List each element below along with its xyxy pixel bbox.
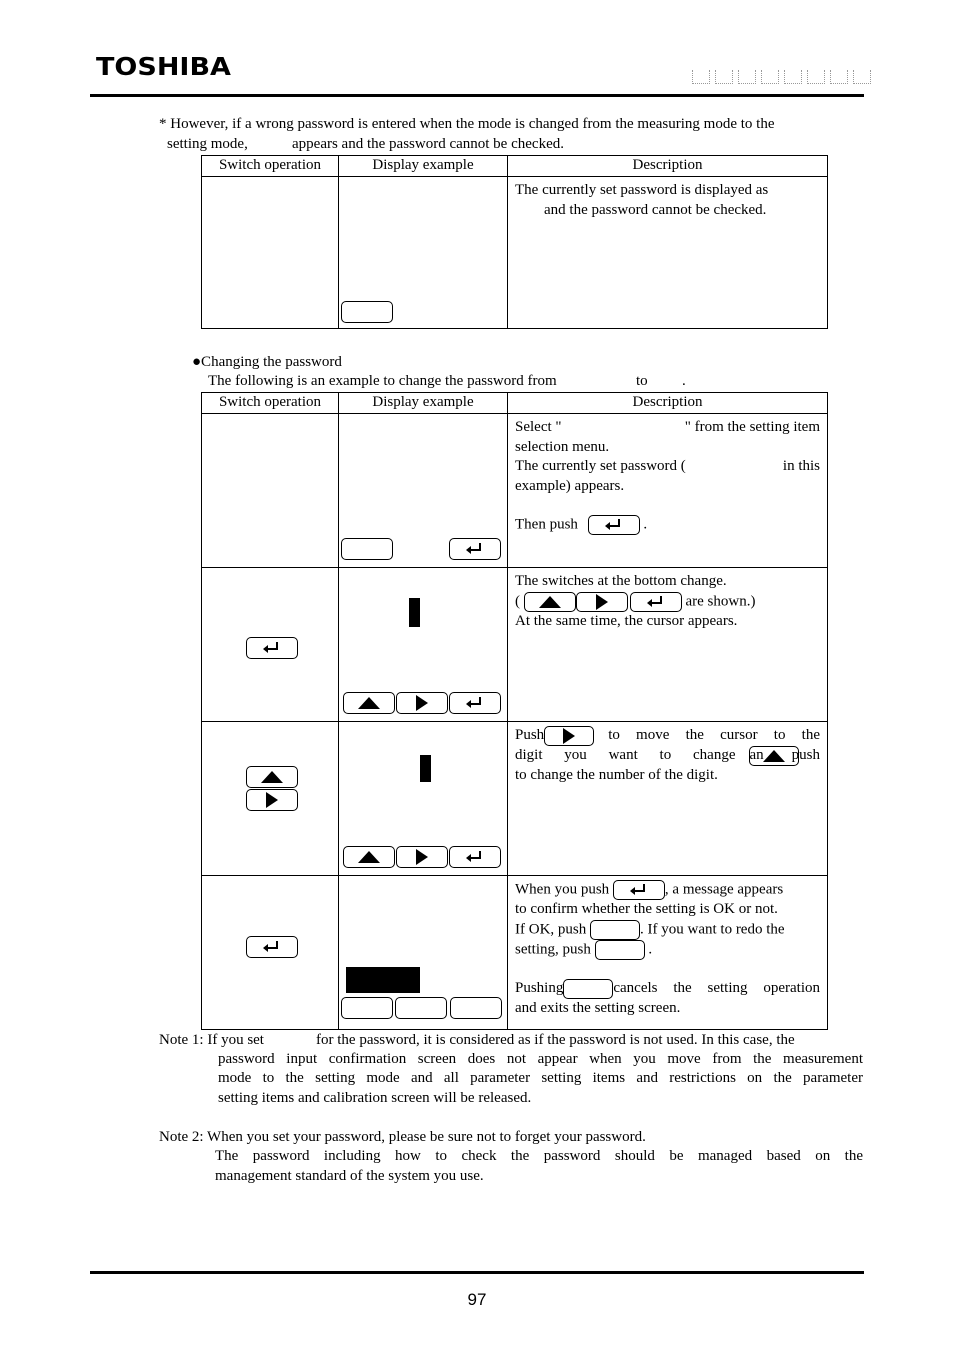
desc-line: The switches at the bottom change.: [515, 573, 727, 589]
display-cell-row3: [339, 722, 508, 876]
enter-button-inline: [630, 592, 682, 612]
desc-line: to confirm whether the setting is OK or not.: [515, 901, 778, 917]
desc-line: At the same time, the cursor appears.: [515, 612, 738, 629]
desc-line: (: [515, 592, 520, 609]
enter-button[interactable]: [449, 538, 501, 560]
highlighted-message: [346, 967, 420, 993]
enter-icon: [464, 850, 486, 864]
right-button[interactable]: [396, 846, 448, 868]
description-cell-row1: [508, 414, 828, 568]
switch-cell-row1: [202, 414, 339, 568]
toshiba-logo: TOSHIBA: [96, 52, 231, 81]
up-arrow-icon: [260, 770, 284, 784]
up-button-inline: [524, 592, 576, 612]
switch-cell-row3: [202, 722, 339, 876]
redo-soft-key[interactable]: [395, 997, 447, 1019]
enter-icon: [603, 518, 625, 532]
enter-button-inline: [613, 880, 665, 900]
changing-subline: The following is an example to change the password from: [208, 373, 557, 389]
col-display-example: Display example: [339, 393, 508, 414]
note2-line1: Note 2: When you set your password, please be sure not to forget your password.: [159, 1129, 646, 1145]
right-button-inline: [576, 592, 628, 612]
desc-line: and exits the setting screen.: [515, 999, 681, 1016]
desc-line: digit you want to change: [515, 747, 736, 763]
desc-line: . If you want to redo the: [640, 920, 785, 937]
col-description: Description: [508, 393, 828, 414]
enter-button[interactable]: [449, 846, 501, 868]
display-soft-key: [341, 301, 393, 323]
col-switch-operation: Switch operation: [202, 156, 339, 177]
right-arrow-icon: [265, 792, 279, 808]
cursor-block: [409, 598, 420, 627]
right-button[interactable]: [246, 789, 298, 811]
desc-line: The currently set password is displayed as: [515, 182, 769, 198]
right-arrow-icon: [562, 728, 576, 744]
switch-cell: [202, 177, 339, 329]
desc-line: cancels the setting operation: [613, 979, 820, 996]
up-button[interactable]: [246, 766, 298, 788]
right-button-inline: [544, 726, 594, 746]
enter-icon: [645, 595, 667, 609]
desc-line: Push: [515, 727, 545, 744]
change-password-table: [201, 392, 828, 1030]
enter-icon: [628, 883, 650, 897]
up-button[interactable]: [343, 846, 395, 868]
description-cell: [508, 177, 828, 329]
desc-line: , a message appears: [664, 881, 784, 898]
up-arrow-icon: [357, 850, 381, 864]
note1-line3: mode to the setting mode and all parameter setting items and restrictions on the parameter: [218, 1070, 863, 1086]
page-number: 97: [467, 1290, 487, 1309]
redo-key-inline: [595, 940, 645, 960]
switch-cell-row2: [202, 568, 339, 722]
right-arrow-icon: [595, 594, 609, 610]
note2-line3: management standard of the system you use.: [215, 1168, 484, 1184]
note1-line1b: for the password, it is considered as if the password is not used. In this case, the: [316, 1032, 795, 1048]
wrong-password-table: [201, 155, 828, 329]
up-arrow-icon: [357, 696, 381, 710]
enter-icon: [261, 641, 283, 655]
right-arrow-icon: [415, 849, 429, 865]
desc-line: .: [643, 516, 648, 533]
note1-line1a: Note 1: If you set: [159, 1032, 264, 1048]
switch-cell-row4: [202, 876, 339, 1030]
desc-line: setting, push: [515, 940, 591, 957]
enter-button[interactable]: [246, 637, 298, 659]
ok-soft-key[interactable]: [341, 997, 393, 1019]
right-arrow-icon: [415, 695, 429, 711]
desc-line: to change the number of the digit.: [515, 766, 718, 783]
display-cell-row1: [339, 414, 508, 568]
desc-line: selection menu.: [515, 438, 610, 455]
right-button[interactable]: [396, 692, 448, 714]
desc-line: When you push: [515, 881, 610, 898]
enter-button[interactable]: [449, 692, 501, 714]
enter-button-inline: [588, 515, 640, 535]
display-cell: [339, 177, 508, 329]
note1-line4: setting items and calibration screen will be released.: [218, 1090, 532, 1106]
up-arrow-icon: [538, 595, 562, 609]
intro-line-2: setting mode,: [167, 136, 248, 152]
desc-line: Pushing: [515, 979, 564, 996]
up-arrow-icon: [762, 749, 786, 763]
col-display-example: Display example: [339, 156, 508, 177]
enter-icon: [261, 940, 283, 954]
desc-line: Select ": [515, 419, 562, 435]
description-cell-row2: [508, 568, 828, 722]
cursor-block: [420, 755, 431, 782]
desc-line: and the password cannot be checked.: [544, 201, 767, 218]
changing-to: to: [636, 373, 648, 389]
enter-icon: [464, 542, 486, 556]
document-number-boxes: [692, 70, 876, 84]
col-switch-operation: Switch operation: [202, 393, 339, 414]
desc-line: in this: [782, 458, 820, 474]
desc-line: example) appears.: [515, 477, 625, 494]
intro-line-1: * However, if a wrong password is entered when the mode is changed from the measuring mode to the: [159, 116, 775, 132]
desc-line: to move the cursor to the: [608, 727, 820, 744]
up-button-inline: [749, 746, 799, 766]
desc-line: " from the setting item: [684, 419, 820, 435]
ok-key-inline: [590, 920, 640, 940]
display-soft-key: [341, 538, 393, 560]
up-button[interactable]: [343, 692, 395, 714]
enter-button[interactable]: [246, 936, 298, 958]
footer-rule: [90, 1271, 864, 1274]
desc-line: If OK, push: [515, 920, 587, 937]
display-cell-row2: [339, 568, 508, 722]
cancel-key-inline: [563, 979, 613, 999]
intro-line-2b: appears and the password cannot be checked.: [292, 136, 564, 152]
cancel-soft-key[interactable]: [450, 997, 502, 1019]
desc-line: The currently set password (: [515, 458, 686, 474]
description-cell-row3: [508, 722, 828, 876]
desc-line: .: [648, 940, 653, 957]
changing-heading: ●Changing the password: [192, 354, 342, 370]
header-rule: [90, 94, 864, 97]
description-cell-row4: [508, 876, 828, 1030]
enter-icon: [464, 696, 486, 710]
desc-line: an: [749, 747, 764, 763]
changing-period: .: [682, 373, 686, 389]
desc-line: push: [791, 747, 820, 763]
desc-line: are shown.): [685, 592, 756, 609]
note1-line2: password input confirmation screen does not appear when you move from the measurement: [218, 1051, 863, 1067]
desc-line: Then push: [515, 516, 578, 533]
display-cell-row4: [339, 876, 508, 1030]
col-description: Description: [508, 156, 828, 177]
note2-line2: The password including how to check the password should be managed based on the: [215, 1148, 863, 1164]
